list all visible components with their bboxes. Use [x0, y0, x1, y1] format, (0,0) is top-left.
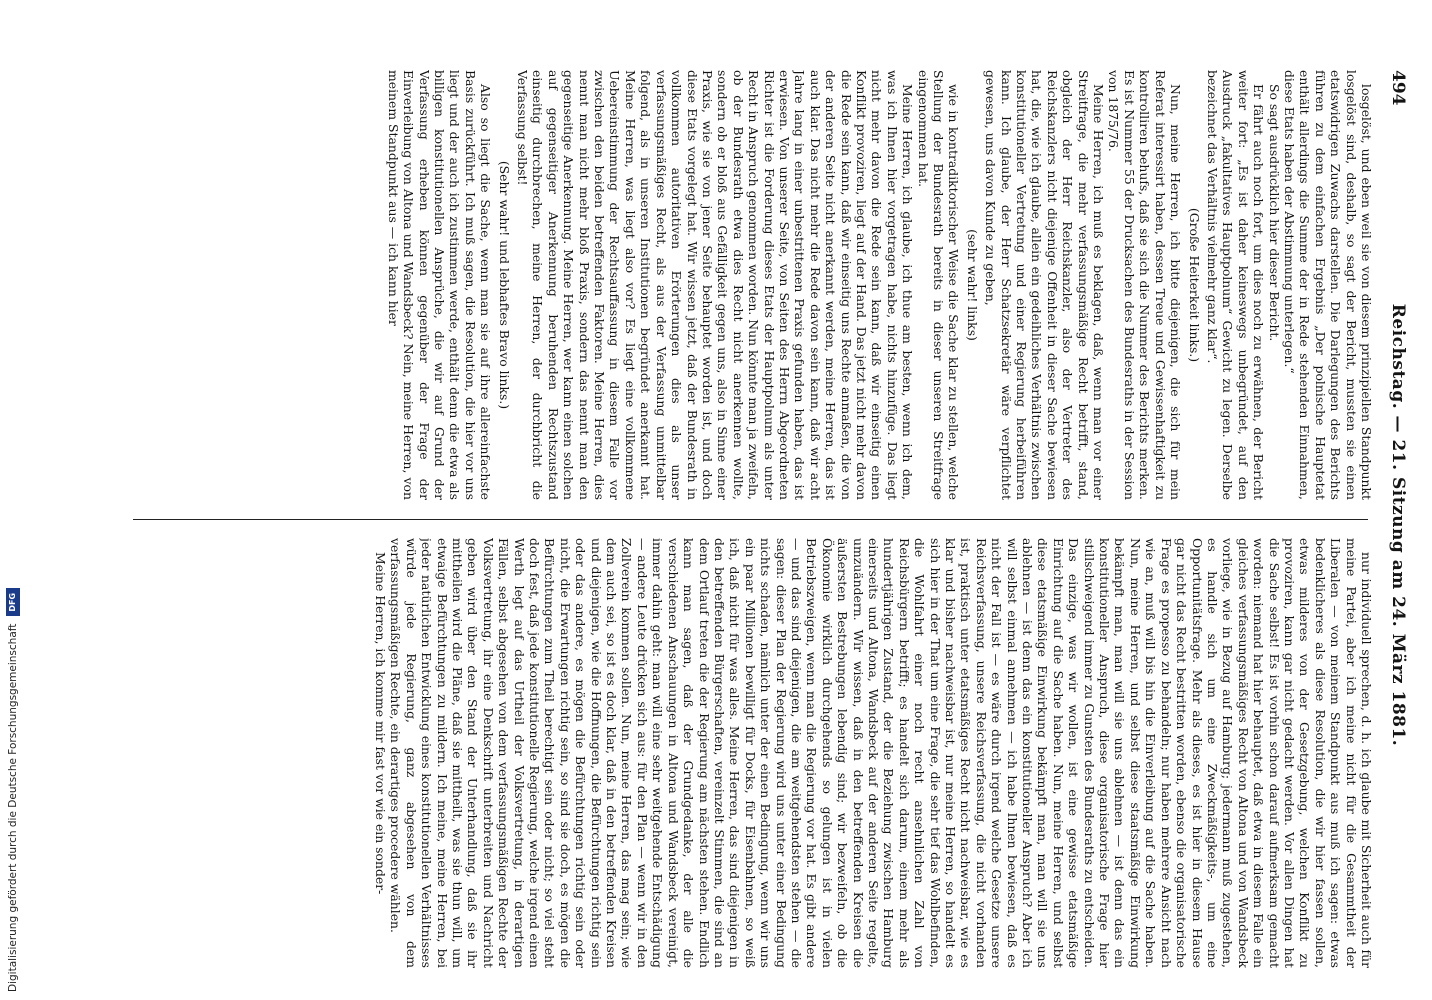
digitization-credit — [4, 582, 22, 992]
interjection: (sehr wahr! links) — [964, 229, 980, 341]
column-paragraph: wie in kontradiktorischer Weise die Sache klar zu stellen, welche Stellung der Bundesrath bereits in dieser unseren Streitfrage eingenommen hat. — [915, 70, 962, 500]
dfg-logo-icon: DFG — [6, 588, 20, 616]
column-divider — [133, 519, 1368, 520]
column-paragraph: Meine Herren, ich komme mir fast vor wie ein sonder- — [373, 552, 388, 895]
running-title: Reichstag. — 21. Sitzung am 24. März 1881. — [1388, 303, 1408, 747]
column-paragraph: losgelöst, und eben weil sie von diesem prinzipiellen Standpunkt losgelöst sind, deshalb, so sagt der Bericht, mussten sie einen etatswidrigen Zuwachs darstellen. Die Darlegungen des Berichts führen zu dem einfachen Ergebnis „Der polnische Hauptetat enthält allerdings die Summe der in Rede stehenden Einnahmen, diese Etats haben der Abstimmung unterlegen.“ — [1281, 70, 1374, 500]
column-paragraph: Meine Herren, ich muß es beklagen, daß, wenn man vor einer Streitfrage, die mehr verfassungsmäßige Recht betrifft, stand, obgleich der Herr Reichskanzler, also der Vertreter des Reichskanzlers nicht diejenige Offenheit in dieser Sache bewiesen hat, die, wie ich glaube, allein ein gedeihliches Verhältnis zwischen konstitutioneller Vertretung und einer Regierung herbeiführen kann. Ich glaube, der Herr Schatzsekretär wäre verpflichtet gewesen, uns davon Kunde zu geben, — [983, 70, 1107, 500]
interjection: (Große Heiterkeit links.) — [1186, 207, 1202, 363]
page-header — [1382, 70, 1408, 980]
column-paragraph: So sagt ausdrücklich hier dieser Bericht. — [1266, 84, 1282, 342]
rotated-page — [108, 70, 1408, 980]
column-paragraph: Nun, meine Herren, ich bitte diejenigen, die sich für mein Referat interessirt haben, dessen Treue und Gewissenhaftigkeit zu kontrolliren behufs, daß sie sich die Nummer des Berichts merken. Es ist Nummer 55 der Drucksachen des Bundesraths in der Session von 1875/76. — [1106, 70, 1184, 500]
right-column — [129, 538, 1374, 968]
column-paragraph: Er fährt auch noch fort, um dies noch zu erwähnen, der Bericht weiter fort: „Es ist daher keineswegs unbegründet, auf den Ausdruck „fakultatives Hauptpolnum“ Gewicht zu legen. Derselbe bezeichnet das Verhältnis vielmehr ganz klar“. — [1204, 70, 1267, 500]
column-paragraph: nur individuell sprechen, d. h. ich glaube mit Sicherheit auch für meine Partei, aber ich meine nicht für die Gesammtheit der Liberalen — von meinem Standpunkt aus muß ich sagen: etwas bedenklicheres als diese Resolution, die wir hier fassen sollen, etwas milderes von der Gesetzgebung, welchen Konflikt zu provoziren, kann gar nicht gedacht werden. Vor allen Dingen hat die Sache selbst! Es ist vorhin schon darauf aufmerksam gemacht worden: niemand hat hier behauptet, daß etwa in diesem Falle ein gleiches verfassungsmäßiges Recht von Altona und von Wandsbeck vorliege, wie in Bezug auf Hamburg; jedermann muß zugestehen, es handle sich um eine Zweckmäßigkeits-, um eine Opportunitätsfrage. Mehr als dieses, es ist hier in diesem Hause gar nicht das Recht bestritten worden, ebenso die organisatorische Frage es propesso zu behandeln; nur haben mehrere Ansicht nach wie an, muß will bis hin die Einverleibung auf die Sache haben. Nun, meine Herren, und selbst diese staatsmäßige Einwirkung bekämpft man, man will sie uns ablehnen — ist denn das ein konstitutioneller Anspruch, diese organisatorische Frage hier stillschweigend immer zu Gunsten des Bundesraths zu entscheiden. Das einzige, was wir wollen, ist eine gewisse etatsmäßige Einrichtung auf die Sache haben. Nun, meine Herren, und selbst diese etatsmäßige Einwirkung bekämpft man, man will sie uns ablehnen — ist denn das ein konstitutioneller Anspruch? Aber ich will selbst einmal annehmen — ich habe Ihnen bewiesen, daß es nicht der Fall ist — es wäre durch irgend welche Gesetze unsere Reichsverfassung, unsere Reichsverfassung, die nicht vorhanden ist, praktisch unter etatsmäßiges Recht nicht nachweisbar, wie es klar und bisher nachweisbar ist, nur meine Herren, so handelt es sich hier in der That um eine Frage, die sehr tief das Wohlbefinden, die Wohlfahrt einer noch recht ansehnlichen Zahl von Reichsbürgern betrifft; es handelt sich darum, einem mehr als hundertjährigen Zustand, der die Beziehung zwischen Hamburg einerseits und Altona, Wandsbeck auf der anderen Seite regelte, umzuändern. Wir wissen, daß in den betreffenden Kreisen die äußersten Bestrebungen lebendig sind; wir bezweifeln, ob die Ökonomie wirklich durchgehends so gelungen ist in vielen Betriebszweigen, wenn man die Regierung vor hat. Es gibt andere — und das sind diejenigen, die am weitgehendsten stehen — die sagen: dieser Plan der Regierung wird uns unter einer Bedingung nichts schaden, nämlich unter der einen Bedingung, wenn wir uns ein paar Millionen bewilligt für Docks, für Eisenbahnen, so weiß ich, daß nicht für was alles. Meine Herren, das sind diejenigen in den betreffenden Bürgerschaften, vereinzelt Stimmen, die sind an dem Ortlauf treten die der Regierung am nächsten stehen. Endlich kann man sagen, daß der Grundgedanke, der alle die verschiedenen Anschauungen in Altona und Wandsbeck vereinigt, immer dahin geht: man will eine sehr weitgehende Entschädigung — andere Leute drücken sich aus: für den Plan — wenn wir in den Zollverein kommen sollen. Nun, meine Herren, das mag sein; wie dem auch sei, so ist es doch klar, daß in den betreffenden Kreisen und diejenigen, wie die Hoffnungen, die Befürchtungen richtig sein oder das andere, es mögen die Befürchtungen richtig sein oder nicht, die Erwartungen richtig sein, so sind sie doch, es mögen die Befürchtungen zum Theil berechtigt sein oder nicht; so viel steht doch fest, daß jede konstitutionelle Regierung, welche irgend einen Werth legt auf das Urtheil der Volksvertretung, in derartigen Fällen, selbst abgesehen von dem verfassungsmäßigen Rechte der Volksvertretung, ihr eine Denkschrift unterbreiten und Nachricht geben wird über den Stand der Unterhandlung, daß sie ihr mittheilen wird die Pläne, daß sie mittheilt, was sie thun will, um etwaige Befürchtungen zu mildern. Ich meine, meine Herren, bei jeder natürlichen Entwicklung eines konstitutionellen Verhältnisses würde jede Regierung, ganz abgesehen von dem verfassungsmäßigen Rechte, ein derartiges procedere wählen. — [388, 538, 1374, 968]
column-paragraph: Meine Herren, ich glaube, ich thue am besten, wenn ich dem, was ich Ihnen hier vorgetragen habe, nichts hinzufüge. Das liegt nicht mehr davon die Rede sein kann, daß wir einseitig einen Konflikt provoziren, liegt auf der Hand. Das jetzt nicht mehr davon die Rede sein kann, daß wir einseitig uns Rechte anmaßen, die von der anderen Seite nicht anerkannt werden, meine Herren, das ist auch klar. Das nicht mehr die Rede davon sein kann, daß wir acht Jahre lang in einer unbestrittenen Praxis gefunden haben, das ist erwiesen. Von unserer Seite, von Seiten des Herrn Abgeordneten Richter ist die Forderung dieses Etats der Hauptpolnum als unter Recht in Anspruch genommen worden. Nun könnte man ja zweifeln, ob der Bundesrath etwa dies Recht nicht anerkennen wollte, sondern ob er bloß aus Gefälligkeit gegen uns, also in Sinne einer Praxis, wie sie von jener Seite behauptet worden ist, und doch diese Etats vorgelegt hat. Wir wissen jetzt, daß der Bundesrath in vollkommen autoritativen Erörterungen dies als unser verfassungsmäßiges Recht, als aus der Verfassung unmittelbar folgend, als in unseren Institutionen begründet anerkannt hat. Meine Herren, was liegt also vor? Es liegt eine vollkommene Uebereinstimmung der Rechtsauffassung in diesem Falle vor zwischen den beiden betreffenden Faktoren. Meine Herren, dies nennt man nicht mehr bloß Praxis, sondern das nennt man den gegenseitige Anerkennung. Meine Herren, wer kann einen solchen auf gegenseitiger Anerkennung beruhenden Rechtszustand einseitig durchbrechen, meine Herren, der durchbricht die Verfassung selbst! — [515, 70, 916, 500]
interjection: (Sehr wahr! und lebhaftes Bravo links.) — [496, 160, 512, 410]
column-paragraph: Also so liegt die Sache, wenn man sie auf ihre allereinfachste Basis zurückführt. Ich muß sagen, die Resolution, die hier vor uns liegt und der auch ich zustimmen werde, enthält denn die etwa als billigen konstitutionellen Ansprüche, die wir auf Grund der Verfassung erheben können gegenüber der Frage der Einverleibung von Altona und Wandsbeck? Nein, meine Herren, von meinem Standpunkt aus — ich kann hier — [385, 70, 494, 500]
left-column — [129, 70, 1374, 500]
page-number: 494 — [1388, 70, 1408, 106]
credit-text: Digitalisierung gefördert durch die Deutsche Forschungsgemeinschaft — [7, 623, 19, 992]
